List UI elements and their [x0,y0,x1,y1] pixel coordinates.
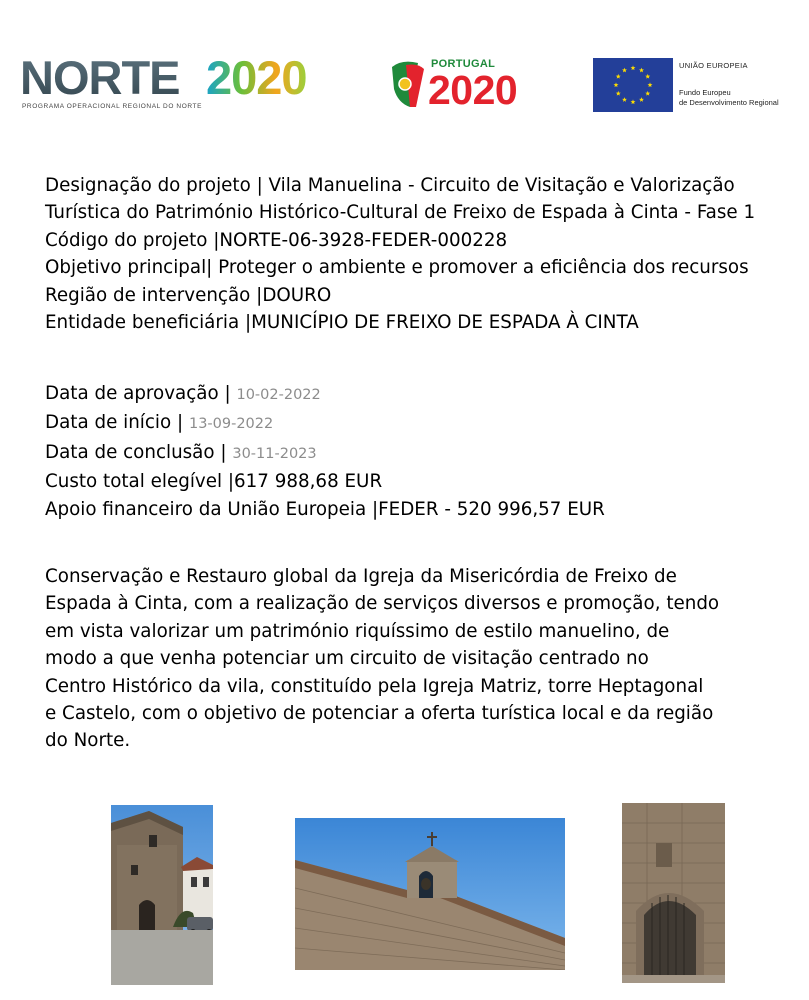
end-date [45,439,795,468]
portugal-label: PORTUGAL [431,58,496,70]
norte-word: NORTE [20,52,180,102]
description-line: em vista valorizar um património riquíssimo de estilo manuelino, de [45,620,670,642]
project-beneficiary: Entidade beneficiária |MUNICÍPIO DE FREIXO DE ESPADA À CINTA [45,312,639,334]
description-line: do Norte. [45,730,131,752]
eu-fund-line2: de Desenvolvimento Regional [679,98,779,107]
project-region: Região de intervenção |DOURO [45,284,332,306]
eu-fund-line1: Fundo Europeu [679,88,731,97]
approval-date [45,380,795,409]
norte-year: 2020 [206,52,307,102]
total-cost: Custo total elegível |617 988,68 EUR [45,471,383,493]
norte2020-wordmark [20,52,360,102]
project-info [45,172,795,336]
end-label: Data de conclusão | [45,441,233,463]
project-designation-line1: Designação do projeto | Vila Manuelina - Circuito de Visitação e Valorização [45,175,735,196]
description-line: Centro Histórico da vila, constituído pela Igreja Matriz, torre Heptagonal [45,675,704,697]
description-line: Espada à Cinta, com a realização de serviços diversos e promoção, tendo [45,593,720,615]
eu-logo [593,58,798,114]
description-line: Conservação e Restauro global da Igreja da Misericórdia de Freixo de [45,566,677,587]
end-value: 30-11-2023 [232,445,317,462]
norte-tagline: PROGRAMA OPERACIONAL REGIONAL DO NORTE [22,103,203,110]
project-code: Código do projeto |NORTE-06-3928-FEDER-000228 [45,229,508,251]
project-description [45,563,745,755]
project-objective: Objetivo principal| Proteger o ambiente e promover a eficiência dos recursos [45,257,749,279]
description-line: e Castelo, com o objetivo de potenciar a oferta turística local e da região [45,703,714,725]
portugal-year: 2020 [428,67,518,113]
norte2020-logo [20,52,360,122]
approval-value: 10-02-2022 [236,387,321,403]
approval-label: Data de aprovação | [45,383,237,404]
photo-bell-gable [295,818,565,970]
portugal-emblem-icon [388,59,428,111]
start-value: 13-09-2022 [188,416,274,433]
project-designation-line2: Turística do Património Histórico-Cultural de Freixo de Espada à Cinta - Fase 1 [45,202,756,224]
description-line: modo a que venha potenciar um circuito de visitação centrado no [45,648,649,670]
eu-support: Apoio financeiro da União Europeia |FEDER - 520 996,57 EUR [45,498,605,520]
eu-flag-icon [593,58,673,112]
photo-tower-street [111,805,213,985]
photo-arched-door [622,803,725,983]
eu-name: UNIÃO EUROPEIA [679,61,748,70]
portugal2020-logo [388,55,568,117]
start-date [45,409,795,438]
project-dates [45,380,795,523]
eu-fund [679,88,799,108]
start-label: Data de início | [45,412,189,434]
